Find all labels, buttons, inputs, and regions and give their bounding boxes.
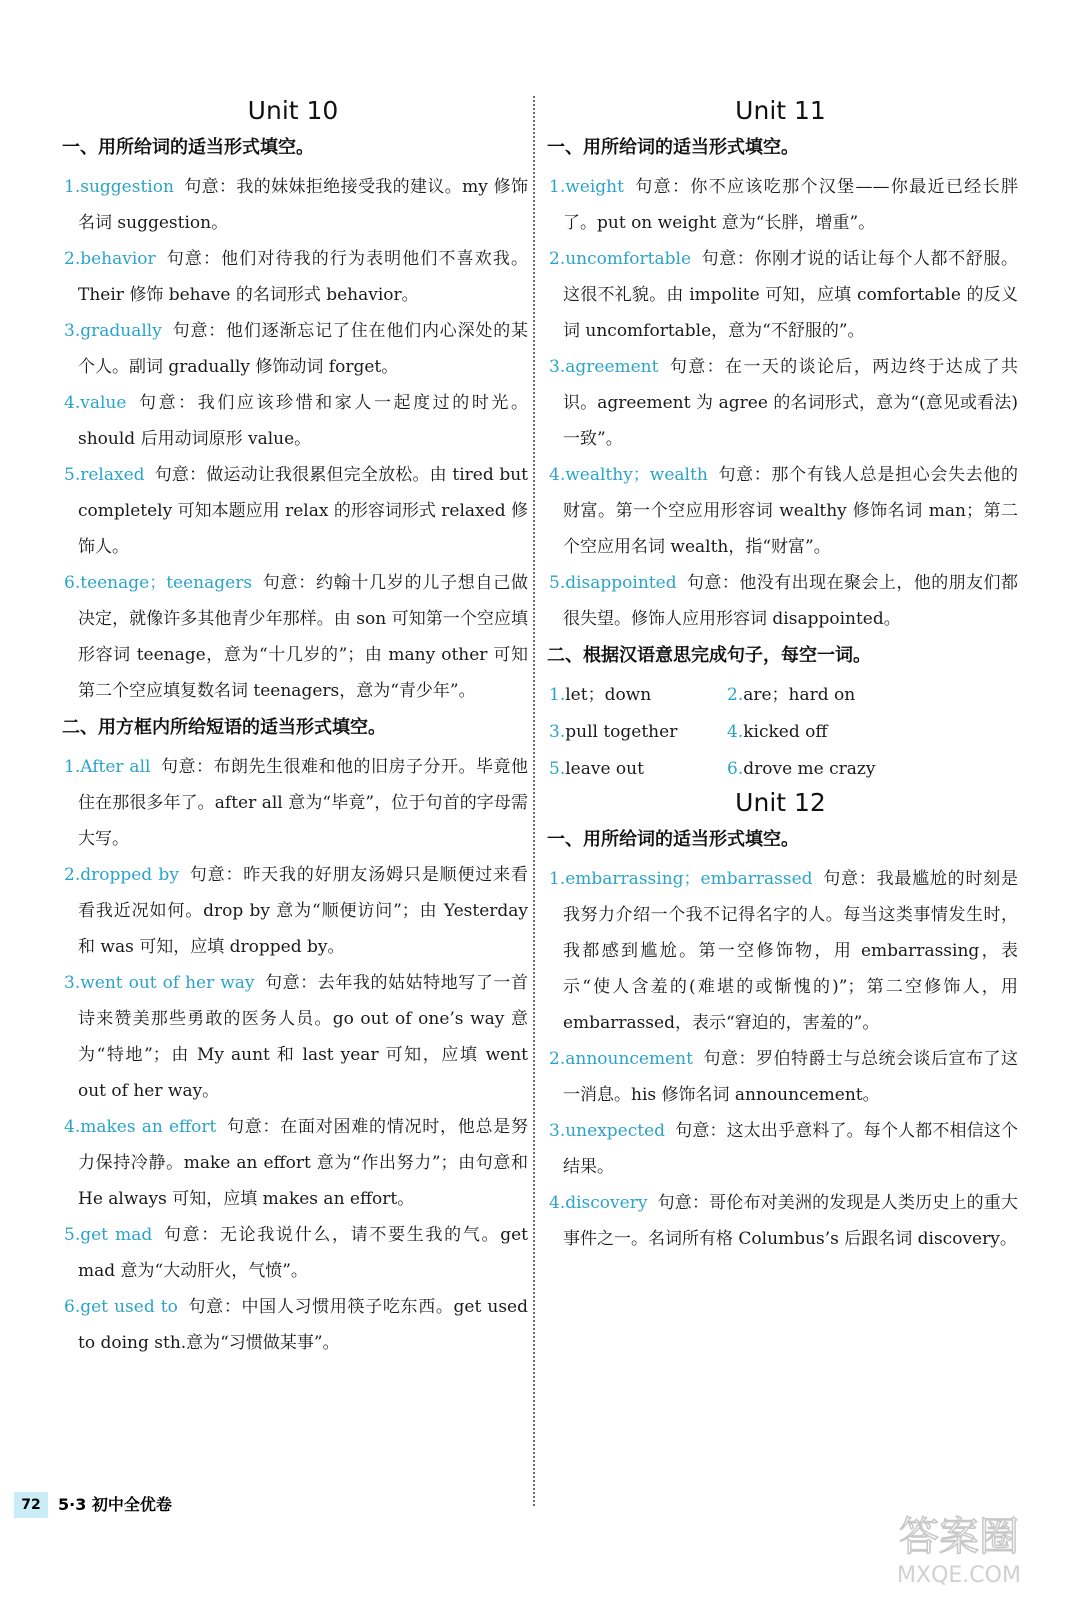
section-heading: 二、根据汉语意思完成句子，每空一词。 [547,645,871,666]
section-heading: 二、用方框内所给短语的适当形式填空。 [62,717,386,738]
left-column [58,96,528,1361]
list-item: 4.makes an effort 句意：在面对困难的情况时，他总是努力保持冷静。make an effort 意为“作出努力”；由句意和 He always 可知，应填 makes an effort。 [64,1117,528,1209]
list-item: 2.uncomfortable 句意：你刚才说的话让每个人都不舒服。这很不礼貌。由 impolite 可知，应填 comfortable 的反义词 uncomfortable，意为“不舒服的”。 [549,249,1018,341]
answer: makes an effort [80,1117,217,1137]
list-item: 5.disappointed 句意：他没有出现在聚会上，他的朋友们都很失望。修饰人应用形容词 disappointed。 [549,573,1018,629]
answer: After all [80,757,151,777]
list-item: 3.agreement 句意：在一天的谈论后，两边终于达成了共识。agreement 为 agree 的名词形式，意为“(意见或看法)一致”。 [549,357,1018,449]
answer: value [80,393,127,413]
list-item: 1.let；down [549,685,652,705]
list-item: 2.are；hard on [727,685,856,705]
section-heading: 一、用所给词的适当形式填空。 [62,137,314,158]
list-item: 4.discovery 句意：哥伦布对美洲的发现是人类历史上的重大事件之一。名词所有格 Columbus’s 后跟名词 discovery。 [549,1193,1018,1249]
watermark-logo [884,1506,1034,1592]
unit-11-title: Unit 11 [735,96,826,125]
answer: wealthy；wealth [565,465,708,485]
column-divider [533,96,535,1506]
list-item: 4.kicked off [727,722,828,742]
list-item: 5.relaxed 句意：做运动让我很累但完全放松。由 tired but completely 可知本题应用 relax 的形容词形式 relaxed 修饰人。 [64,465,528,557]
list-item: 3.pull together [549,722,678,742]
page-number: 72 [14,1492,48,1518]
answer: disappointed [565,573,677,593]
list-item: 6.drove me crazy [727,759,876,779]
list-item: 1.weight 句意：你不应该吃那个汉堡——你最近已经长胖了。put on weight 意为“长胖，增重”。 [549,177,1018,233]
answer: uncomfortable [565,249,692,269]
answer: agreement [565,357,659,377]
answer: embarrassing；embarrassed [565,869,813,889]
answer: dropped by [80,865,179,885]
list-item: 4.value 句意：我们应该珍惜和家人一起度过的时光。should 后用动词原形 value。 [64,393,528,449]
answer: unexpected [565,1121,666,1141]
answer-grid [543,677,1018,788]
list-item: 5.leave out [549,759,644,779]
answer: teenage；teenagers [80,573,253,593]
list-item: 5.get mad 句意：无论我说什么，请不要生我的气。get mad 意为“大动肝火，气愤”。 [64,1225,528,1281]
unit-10-title: Unit 10 [247,96,339,125]
list-item: 6.teenage；teenagers 句意：约翰十几岁的儿子想自己做决定，就像许多其他青少年那样。由 son 可知第一个空应填形容词 teenage，意为“十几岁的”；由 many other 可知第二个空应填复数名词 teenagers，意为“青少年”。 [64,573,528,701]
answer: suggestion [80,177,174,197]
answer: get mad [80,1225,153,1245]
list-item: 2.dropped by 句意：昨天我的好朋友汤姆只是顺便过来看看我近况如何。drop by 意为“顺便访问”；由 Yesterday 和 was 可知，应填 dropped by。 [64,865,528,957]
section-heading: 一、用所给词的适当形式填空。 [547,137,799,158]
list-item: 1.embarrassing；embarrassed 句意：我最尴尬的时刻是我努力介绍一个我不记得名字的人。每当这类事情发生时，我都感到尴尬。第一空修饰物，用 embarrassing，表示“使人含羞的(难堪的或惭愧的)”；第二空修饰人，用 embarrassed，表示“窘迫的，害羞的”。 [549,869,1018,1033]
answer: get used to [80,1297,178,1317]
list-item: 3.gradually 句意：他们逐渐忘记了住在他们内心深处的某个人。副词 gradually 修饰动词 forget。 [64,321,528,377]
right-column [543,96,1018,1257]
svg-text:MXQE.COM: MXQE.COM [897,1563,1021,1588]
list-item: 4.wealthy；wealth 句意：那个有钱人总是担心会失去他的财富。第一个空应用形容词 wealthy 修饰名词 man；第二个空应用名词 wealth，指“财富”。 [549,465,1018,557]
answer: weight [565,177,624,197]
answer: gradually [80,321,162,341]
list-item: 1.After all 句意：布朗先生很难和他的旧房子分开。毕竟他住在那很多年了。after all 意为“毕竟”，位于句首的字母需大写。 [64,757,529,849]
answer: relaxed [80,465,145,485]
unit-12-title: Unit 12 [735,788,826,817]
answer: announcement [565,1049,693,1069]
section-heading: 一、用所给词的适当形式填空。 [547,829,799,850]
svg-text:答案圈: 答案圈 [899,1514,1019,1560]
answer: discovery [565,1193,648,1213]
list-item: 3.unexpected 句意：这太出乎意料了。每个人都不相信这个结果。 [549,1121,1018,1177]
answer: went out of her way [80,973,255,993]
list-item: 2.behavior 句意：他们对待我的行为表明他们不喜欢我。Their 修饰 behave 的名词形式 behavior。 [64,249,528,305]
list-item: 6.get used to 句意：中国人习惯用筷子吃东西。get used to doing sth.意为“习惯做某事”。 [64,1297,529,1353]
answer: behavior [80,249,156,269]
list-item: 2.announcement 句意：罗伯特爵士与总统会谈后宣布了这一消息。his 修饰名词 announcement。 [549,1049,1018,1105]
page-footer [14,1488,214,1522]
list-item: 3.went out of her way 句意：去年我的姑姑特地写了一首诗来赞美那些勇敢的医务人员。go out of one’s way 意为“特地”；由 My aunt 和 last year 可知，应填 went out of her way。 [64,973,528,1101]
list-item: 1.suggestion 句意：我的妹妹拒绝接受我的建议。my 修饰名词 suggestion。 [64,177,528,233]
series-title: 5·3 初中全优卷 [58,1495,172,1514]
